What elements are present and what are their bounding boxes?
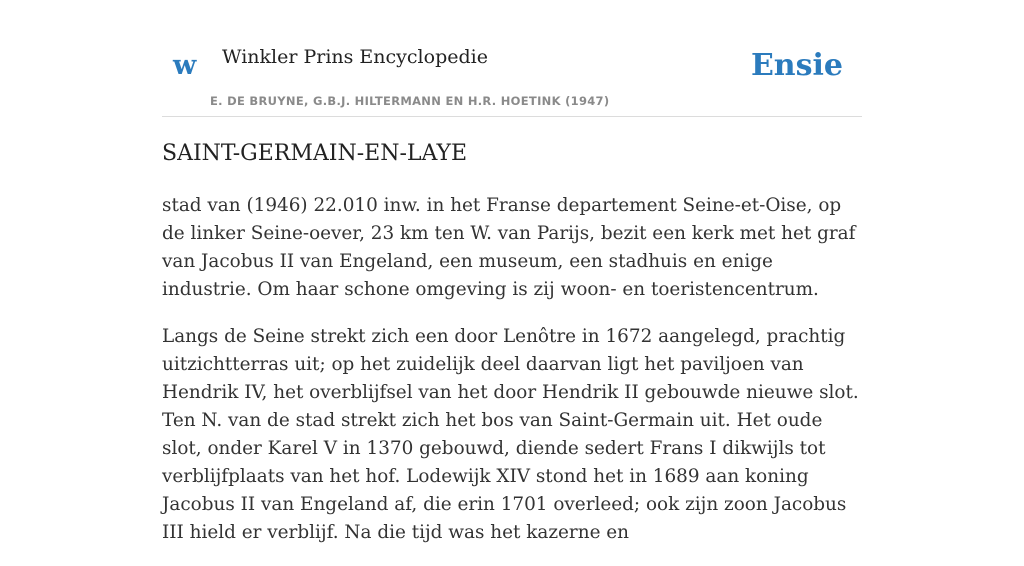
article-paragraph: stad van (1946) 22.010 inw. in het Franse departement Seine-et-Oise, op de linker Seine-oever, 23 km ten W. van Parijs, bezit een kerk met het graf van Jacobus II van Engeland, een museum, een stadhuis en enige industrie. Om haar schone omgeving is zij woon- en toeristencentrum. xyxy=(162,195,856,300)
ensie-logo[interactable]: Ensie xyxy=(750,48,843,83)
article-title: SAINT-GERMAIN-EN-LAYE xyxy=(162,141,468,166)
encyclopedia-title[interactable]: Winkler Prins Encyclopedie xyxy=(222,46,488,68)
winkler-prins-logo[interactable]: w xyxy=(173,50,197,81)
authors-byline: E. DE BRUYNE, G.B.J. HILTERMANN EN H.R. HOETINK (1947) xyxy=(210,94,610,108)
article-body xyxy=(162,192,864,566)
site-header xyxy=(162,0,862,117)
article-paragraph: Langs de Seine strekt zich een door Lenôtre in 1672 aangelegd, prachtig uitzichtterras uit; op het zuidelijk deel daarvan ligt het paviljoen van Hendrik IV, het overblijfsel van het door Hendrik II gebouwde nieuwe slot. Ten N. van de stad strekt zich het bos van Saint-Germain uit. Het oude slot, onder Karel V in 1370 gebouwd, diende sedert Frans I dikwijls tot verblijfplaats van het hof. Lodewijk XIV stond het in 1689 aan koning Jacobus II van Engeland af, die erin 1701 overleed; ook zijn zoon Jacobus III hield er verblijf. Na die tijd was het kazerne en xyxy=(162,326,859,543)
